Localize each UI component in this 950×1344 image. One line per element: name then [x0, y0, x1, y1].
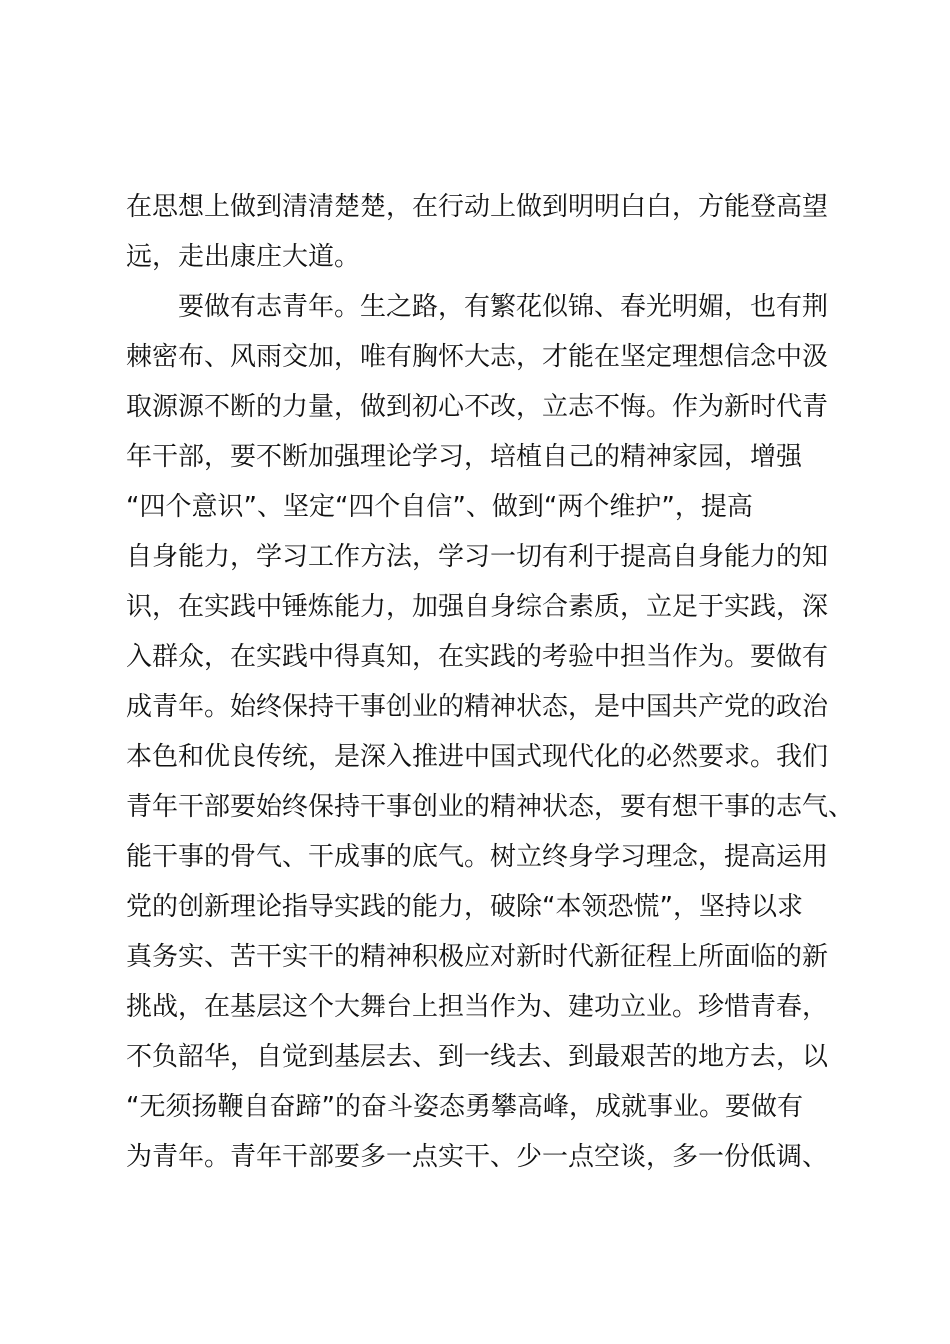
text-line: “四个意识”、坚定“四个自信”、做到“两个维护”，提高	[126, 492, 753, 522]
text-line: 棘密布、风雨交加，唯有胸怀大志，才能在坚定理想信念中汲	[126, 342, 829, 372]
text-line: 成青年。始终保持干事创业的精神状态，是中国共产党的政治	[126, 692, 829, 722]
text-line: 真务实、苦干实干的精神积极应对新时代新征程上所面临的新	[126, 942, 829, 972]
text-line: 能干事的骨气、干成事的底气。树立终身学习理念，提高运用	[126, 842, 829, 872]
text-line: 为青年。青年干部要多一点实干、少一点空谈，多一份低调、	[126, 1142, 829, 1172]
body-text	[126, 182, 855, 1182]
text-line: 挑战，在基层这个大舞台上担当作为、建功立业。珍惜青春，	[126, 992, 829, 1022]
text-line: 在思想上做到清清楚楚，在行动上做到明明白白，方能登高望	[126, 192, 829, 222]
text-line: 本色和优良传统，是深入推进中国式现代化的必然要求。我们	[126, 742, 829, 772]
text-line: 自身能力，学习工作方法，学习一切有利于提高自身能力的知	[126, 542, 829, 572]
text-line: 青年干部要始终保持干事创业的精神状态，要有想干事的志气、	[126, 792, 855, 822]
text-line: 入群众，在实践中得真知，在实践的考验中担当作为。要做有	[126, 642, 829, 672]
text-line: 党的创新理论指导实践的能力，破除“本领恐慌”，坚持以求	[126, 892, 803, 922]
text-line: 远，走出康庄大道。	[126, 242, 361, 272]
text-line: 取源源不断的力量，做到初心不改，立志不悔。作为新时代青	[126, 392, 829, 422]
text-line: 年干部，要不断加强理论学习，培植自己的精神家园，增强	[126, 442, 803, 472]
text-line: 要做有志青年。生之路，有繁花似锦、春光明媚，也有荆	[126, 292, 829, 322]
text-line: “无须扬鞭自奋蹄”的奋斗姿态勇攀高峰，成就事业。要做有	[126, 1092, 803, 1122]
text-line: 不负韶华，自觉到基层去、到一线去、到最艰苦的地方去，以	[126, 1042, 829, 1072]
text-line: 识，在实践中锤炼能力，加强自身综合素质，立足于实践，深	[126, 592, 829, 622]
